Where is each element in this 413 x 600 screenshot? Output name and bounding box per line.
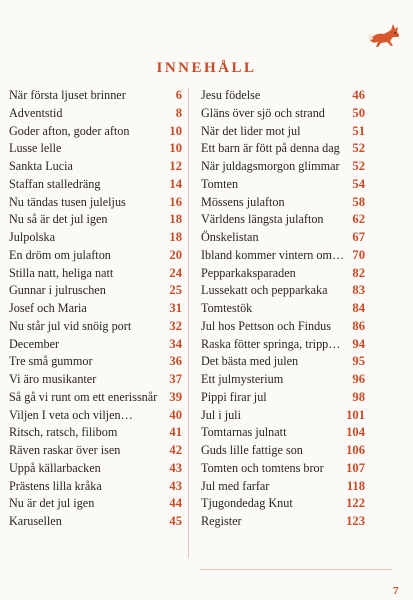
- toc-entry: [9, 424, 182, 442]
- column-divider: [188, 88, 189, 558]
- toc-entry-page: 12: [169, 159, 182, 173]
- toc-entry-page: 118: [346, 478, 365, 493]
- toc-entry-page: 42: [169, 443, 182, 457]
- toc-entry: [9, 265, 182, 283]
- toc-entry-title: Viljen I veta och viljen…: [9, 407, 133, 422]
- toc-entry-title: När första ljuset brinner: [9, 88, 126, 102]
- toc-entry-page: 20: [169, 247, 182, 262]
- toc-entry-title: Vi äro musikanter: [9, 372, 97, 386]
- toc-entry-title: Tjugondedag Knut: [201, 496, 293, 511]
- toc-entry-title: Lusse lelle: [9, 141, 62, 156]
- page-number: 7: [393, 585, 399, 597]
- toc-entry-title: Pippi firar jul: [201, 389, 267, 404]
- toc-entry-page: 62: [352, 212, 365, 227]
- toc-entry: [9, 460, 182, 478]
- toc-entry-page: 96: [352, 372, 365, 386]
- toc-entry-page: 43: [169, 460, 182, 475]
- toc-entry-title: En dröm om julafton: [9, 247, 111, 262]
- toc-entry: [9, 105, 182, 123]
- toc-entry-title: December: [9, 336, 60, 351]
- toc-entry-title: När juldagsmorgon glimmar: [201, 159, 340, 173]
- toc-right-column: [201, 87, 365, 531]
- toc-entry-title: Prästens lilla kråka: [9, 478, 102, 493]
- toc-entry: [9, 140, 182, 158]
- toc-entry-page: 16: [169, 194, 182, 209]
- page-title: INNEHÅLL: [156, 60, 257, 76]
- toc-entry-page: 14: [169, 176, 182, 191]
- toc-entry: [201, 389, 365, 407]
- toc-entry: [201, 265, 365, 283]
- toc-entry-page: 32: [169, 318, 182, 333]
- toc-entry-page: 37: [169, 372, 182, 386]
- toc-entry: [9, 353, 182, 371]
- toc-entry-title: Lussekatt och pepparkaka: [201, 283, 328, 298]
- toc-entry-title: Ritsch, ratsch, filibom: [9, 425, 118, 440]
- toc-entry-page: 98: [352, 389, 365, 404]
- toc-entry-title: Tre små gummor: [9, 354, 93, 369]
- toc-entry: [9, 229, 182, 247]
- toc-entry-page: 123: [346, 514, 365, 528]
- toc-entry-page: 44: [169, 496, 182, 511]
- toc-entry-page: 122: [346, 496, 365, 511]
- toc-entry-title: Uppå källarbacken: [9, 460, 101, 475]
- footer-rule: [200, 569, 392, 570]
- toc-entry-page: 31: [169, 301, 182, 315]
- toc-entry-page: 106: [346, 443, 365, 457]
- toc-entry: [9, 158, 182, 176]
- toc-entry: [201, 318, 365, 336]
- toc-entry-title: Julpolska: [9, 230, 56, 244]
- toc-entry: [201, 229, 365, 247]
- toc-entry: [9, 123, 182, 141]
- toc-entry-page: 95: [352, 354, 365, 369]
- toc-entry-page: 45: [169, 514, 182, 528]
- toc-entry-title: Stilla natt, heliga natt: [9, 265, 114, 280]
- toc-entry-title: Gläns över sjö och strand: [201, 105, 325, 120]
- toc-entry: [9, 389, 182, 407]
- toc-entry-title: Jesu födelse: [201, 88, 261, 102]
- toc-entry-title: Raska fötter springa, tripp…: [201, 336, 341, 351]
- toc-entry-title: Adventstid: [9, 105, 63, 120]
- toc-entry: [9, 442, 182, 460]
- toc-entry-title: Guds lille fattige son: [201, 443, 303, 457]
- toc-entry-page: 67: [352, 230, 365, 244]
- toc-entry-page: 82: [352, 265, 365, 280]
- toc-entry: [9, 336, 182, 354]
- toc-entry-title: Gunnar i julruschen: [9, 283, 106, 298]
- toc-entry-page: 24: [169, 265, 182, 280]
- toc-entry-title: Önskelistan: [201, 230, 259, 244]
- toc-entry: [201, 211, 365, 229]
- toc-entry: [9, 176, 182, 194]
- toc-entry-title: Världens längsta julafton: [201, 212, 324, 227]
- toc-entry: [9, 194, 182, 212]
- toc-entry-title: Tomtestök: [201, 301, 253, 315]
- toc-entry: [201, 495, 365, 513]
- toc-entry: [9, 87, 182, 105]
- toc-entry-title: Register: [201, 514, 242, 528]
- toc-entry-title: Sankta Lucia: [9, 159, 73, 173]
- toc-entry: [201, 478, 365, 496]
- toc-entry-title: När det lider mot jul: [201, 123, 301, 138]
- toc-entry-page: 83: [352, 283, 365, 298]
- toc-entry: [201, 123, 365, 141]
- toc-entry: [9, 282, 182, 300]
- toc-entry-page: 104: [346, 425, 365, 440]
- toc-entry-page: 18: [169, 230, 182, 244]
- toc-entry-page: 36: [169, 354, 182, 369]
- toc-entry-page: 58: [352, 194, 365, 209]
- toc-entry-title: Josef och Maria: [9, 301, 87, 315]
- toc-entry-page: 41: [169, 425, 182, 440]
- toc-entry-title: Ett barn är fött på denna dag: [201, 141, 340, 156]
- toc-left-column: [9, 87, 182, 531]
- toc-entry: [201, 194, 365, 212]
- toc-entry: [201, 442, 365, 460]
- toc-entry: [9, 247, 182, 265]
- toc-entry-title: Goder afton, goder afton: [9, 123, 130, 138]
- toc-entry-page: 52: [352, 159, 365, 173]
- toc-entry: [9, 478, 182, 496]
- toc-entry-title: Räven raskar över isen: [9, 443, 121, 457]
- toc-entry: [201, 353, 365, 371]
- toc-entry-title: Jul med farfar: [201, 478, 270, 493]
- toc-entry-page: 6: [175, 88, 182, 102]
- toc-entry-title: Så gå vi runt om ett enerissnår: [9, 389, 158, 404]
- toc-entry: [201, 407, 365, 425]
- toc-entry-page: 40: [169, 407, 182, 422]
- toc-entry-page: 107: [346, 460, 365, 475]
- toc-entry: [201, 247, 365, 265]
- toc-entry: [9, 318, 182, 336]
- fox-icon: [367, 18, 403, 50]
- toc-entry: [9, 495, 182, 513]
- toc-entry: [201, 158, 365, 176]
- toc-entry: [9, 371, 182, 389]
- toc-entry-title: Karusellen: [9, 514, 62, 528]
- toc-entry: [201, 87, 365, 105]
- toc-entry-title: Tomten och tomtens bror: [201, 460, 324, 475]
- toc-entry-title: Ibland kommer vintern om…: [201, 247, 345, 262]
- toc-entry-page: 18: [169, 212, 182, 227]
- toc-entry-page: 51: [352, 123, 365, 138]
- toc-entry-title: Tomten: [201, 176, 239, 191]
- toc-entry-title: Staffan stalledräng: [9, 176, 101, 191]
- toc-entry-title: Tomtarnas julnatt: [201, 425, 287, 440]
- toc-entry-page: 34: [169, 336, 182, 351]
- toc-entry: [201, 513, 365, 531]
- toc-entry-page: 54: [352, 176, 365, 191]
- toc-entry: [201, 300, 365, 318]
- toc-entry-page: 50: [352, 105, 365, 120]
- toc-entry-title: Pepparkaksparaden: [201, 265, 296, 280]
- toc-entry-title: Jul hos Pettson och Findus: [201, 318, 332, 333]
- toc-entry-page: 70: [352, 247, 365, 262]
- toc-entry-title: Det bästa med julen: [201, 354, 299, 369]
- toc-entry: [201, 424, 365, 442]
- toc-entry-title: Nu är det jul igen: [9, 496, 95, 511]
- toc-entry: [9, 407, 182, 425]
- toc-entry-title: Nu står jul vid snöig port: [9, 318, 132, 333]
- toc-entry-title: Jul i juli: [201, 407, 241, 422]
- toc-entry-page: 10: [169, 123, 182, 138]
- toc-entry-page: 8: [175, 105, 182, 120]
- toc-entry-page: 43: [169, 478, 182, 493]
- toc-entry: [201, 336, 365, 354]
- toc-entry-title: Mössens julafton: [201, 194, 285, 209]
- toc-entry-page: 101: [346, 407, 365, 422]
- toc-entry-page: 25: [169, 283, 182, 298]
- toc-entry-title: Nu tändas tusen juleljus: [9, 194, 126, 209]
- toc-entry-page: 52: [352, 141, 365, 156]
- toc-entry-page: 84: [352, 301, 365, 315]
- toc-entry-title: Ett julmysterium: [201, 372, 284, 386]
- toc-entry-page: 39: [169, 389, 182, 404]
- toc-entry: [201, 105, 365, 123]
- toc-entry: [9, 211, 182, 229]
- toc-entry-title: Nu så är det jul igen: [9, 212, 108, 227]
- toc-entry-page: 10: [169, 141, 182, 156]
- toc-entry: [9, 300, 182, 318]
- toc-entry-page: 94: [352, 336, 365, 351]
- toc-entry: [201, 140, 365, 158]
- toc-entry: [201, 460, 365, 478]
- toc-entry: [9, 513, 182, 531]
- toc-entry: [201, 282, 365, 300]
- toc-entry: [201, 176, 365, 194]
- toc-entry: [201, 371, 365, 389]
- toc-entry-page: 86: [352, 318, 365, 333]
- toc-entry-page: 46: [352, 88, 365, 102]
